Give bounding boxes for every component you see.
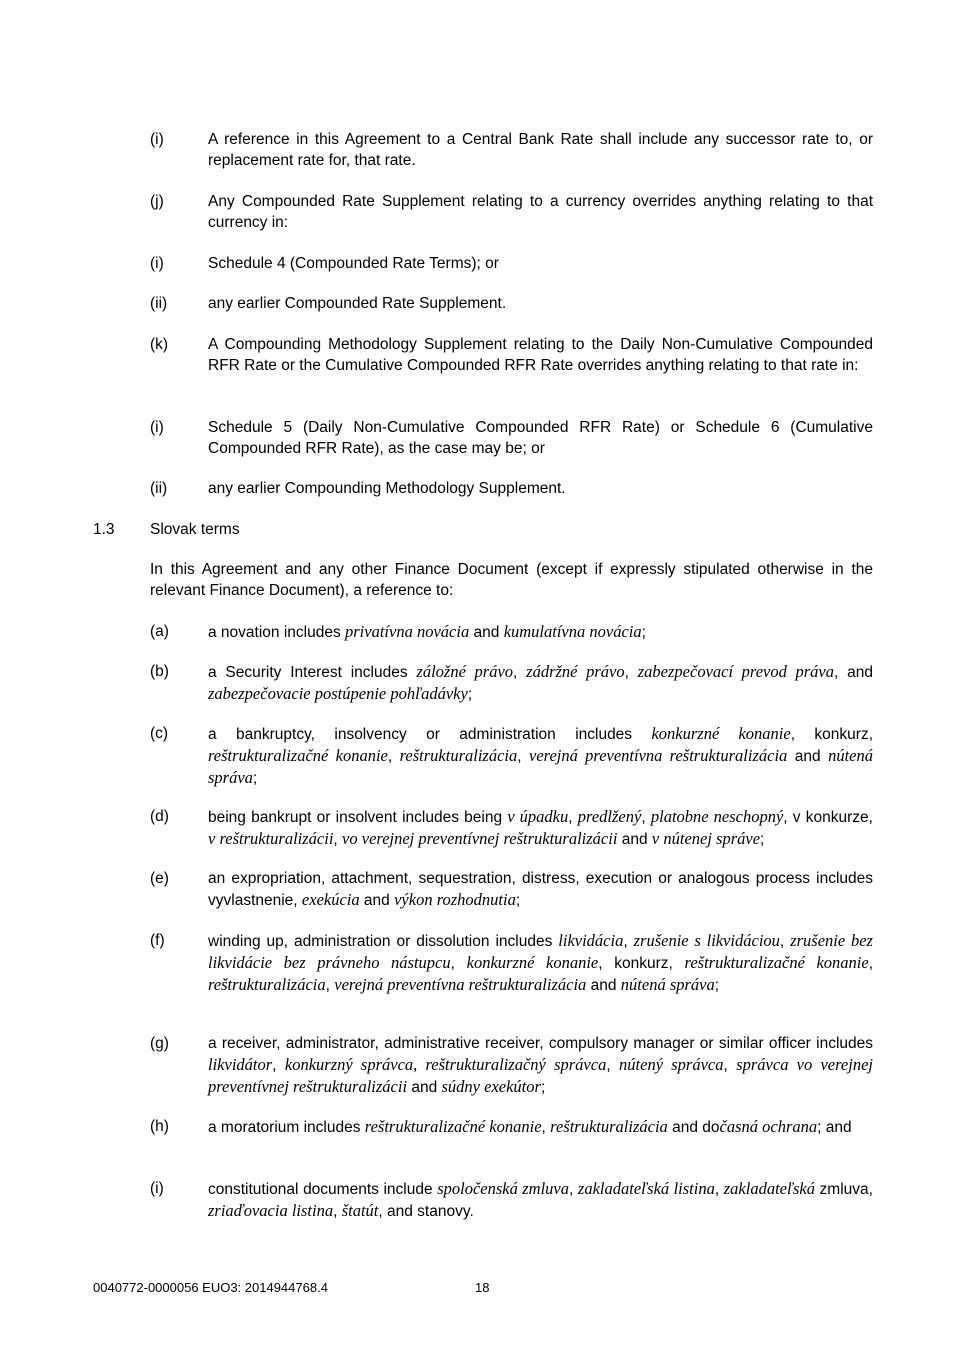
term-fragment: , xyxy=(387,748,400,765)
term-label: (d) xyxy=(150,808,169,825)
term-fragment: and xyxy=(407,1079,442,1096)
term-fragment: ; xyxy=(641,624,646,641)
slovak-term: likvidátor xyxy=(208,1055,273,1074)
slovak-term: reštrukturalizačné konanie xyxy=(684,953,869,972)
term-label: (c) xyxy=(150,725,169,742)
clause-i-central-bank xyxy=(150,129,873,171)
slovak-term: reštrukturalizácia xyxy=(399,746,518,765)
term-fragment: , xyxy=(513,664,527,681)
term-fragment: ; xyxy=(540,1079,546,1096)
clause-label: (i) xyxy=(150,255,164,272)
subclause-i-schedule-4 xyxy=(150,253,873,274)
slovak-term: vo verejnej preventívnej reštrukturalizácii xyxy=(342,829,618,848)
term-fragment: , and xyxy=(834,664,873,681)
term-item xyxy=(150,1178,873,1222)
term-fragment: , xyxy=(779,933,791,950)
clause-label: (i) xyxy=(150,419,164,436)
slovak-term: súdny exekútor xyxy=(441,1077,541,1096)
term-label: (b) xyxy=(150,663,169,680)
term-text xyxy=(208,723,873,789)
term-fragment: , xyxy=(606,1057,620,1074)
term-fragment: , xyxy=(714,1181,724,1198)
clause-text: any earlier Compounded Rate Supplement. xyxy=(208,295,507,312)
term-text xyxy=(208,868,873,911)
document-reference: 0040772-0000056 EUO3: 2014944768.4 xyxy=(93,1280,328,1295)
term-fragment: , xyxy=(623,933,634,950)
term-fragment: , xyxy=(541,1119,551,1136)
term-item xyxy=(150,1116,873,1138)
term-fragment: , xyxy=(624,664,638,681)
slovak-term: správca vo verejnej preventívnej reštrukturalizácii xyxy=(208,1055,873,1096)
clause-text: A reference in this Agreement to a Central Bank Rate shall include any successor rate to, or replacement rate for, that rate. xyxy=(208,131,873,169)
term-fragment: , konkurz, xyxy=(790,726,873,743)
slovak-term: záložné právo xyxy=(416,662,514,681)
term-fragment: ; and xyxy=(817,1119,852,1136)
term-fragment: , xyxy=(569,1181,578,1198)
term-label: (g) xyxy=(150,1035,169,1052)
clause-label: (ii) xyxy=(150,480,168,497)
term-label: (f) xyxy=(150,932,165,949)
slovak-term: reštrukturalizácia xyxy=(550,1117,668,1136)
term-fragment: and do xyxy=(667,1119,720,1136)
term-fragment: , xyxy=(450,955,467,972)
term-fragment: constitutional documents include xyxy=(208,1181,438,1198)
term-fragment: , and stanovy. xyxy=(378,1203,474,1220)
clause-label: (j) xyxy=(150,193,164,210)
slovak-term: reštrukturalizačné konanie xyxy=(364,1117,542,1136)
slovak-term: spoločenská zmluva xyxy=(437,1179,570,1198)
clause-label: (i) xyxy=(150,131,164,148)
subclause-ii-earlier-methodology xyxy=(150,478,873,499)
term-fragment: , konkurz, xyxy=(598,955,685,972)
term-fragment: , xyxy=(325,977,335,994)
term-item xyxy=(150,930,873,996)
slovak-term: platobne neschopný xyxy=(650,807,784,826)
term-fragment: ; xyxy=(252,770,258,787)
slovak-term: nútený správca xyxy=(619,1055,724,1074)
clause-label: (k) xyxy=(150,336,169,353)
term-text xyxy=(208,621,873,643)
term-item xyxy=(150,723,873,789)
intro-paragraph: In this Agreement and any other Finance Document (except if expressly stipulated otherwise in the relevant Finance Document), a reference to: xyxy=(150,561,873,599)
slovak-term: konkurzné konanie xyxy=(466,953,599,972)
clause-text: A Compounding Methodology Supplement relating to the Daily Non-Cumulative Compounded RFR Rate or the Cumulative Compounded RFR Rate overrides anything relating to that rate in: xyxy=(208,336,873,374)
slovak-term: likvidácia xyxy=(558,931,624,950)
clause-text: Schedule 4 (Compounded Rate Terms); or xyxy=(208,255,499,272)
term-fragment: a moratorium includes xyxy=(208,1119,365,1136)
section-number: 1.3 xyxy=(93,521,115,538)
slovak-term: v reštrukturalizácii xyxy=(208,829,334,848)
term-item xyxy=(150,1033,873,1098)
term-fragment: , xyxy=(568,809,578,826)
slovak-term: zriaďovacia listina xyxy=(208,1201,334,1220)
term-fragment: and xyxy=(787,748,829,765)
clause-text: any earlier Compounding Methodology Supplement. xyxy=(208,480,566,497)
term-item xyxy=(150,621,873,643)
term-fragment: ; xyxy=(515,892,521,909)
term-fragment: and xyxy=(586,977,621,994)
term-fragment: and xyxy=(359,892,395,909)
slovak-term: predlžený xyxy=(577,807,642,826)
term-fragment: , v konkurze, xyxy=(783,809,873,826)
slovak-term: nútená správa xyxy=(208,746,873,787)
slovak-term: zakladateľská xyxy=(723,1179,815,1198)
slovak-term: zádržné právo xyxy=(526,662,625,681)
term-fragment: , xyxy=(868,955,873,972)
clause-text: Schedule 5 (Daily Non-Cumulative Compounded RFR Rate) or Schedule 6 (Cumulative Compounded RFR Rate), as the case may be; or xyxy=(208,419,873,457)
term-label: (i) xyxy=(150,1180,164,1197)
slovak-term: reštrukturalizačné konanie xyxy=(208,746,388,765)
term-fragment: , xyxy=(333,1203,342,1220)
slovak-term: štatút xyxy=(341,1201,379,1220)
slovak-term: výkon rozhodnutia xyxy=(394,890,516,909)
slovak-term: zrušenie s likvidáciou xyxy=(633,931,780,950)
term-fragment: ; xyxy=(760,831,765,848)
term-fragment: , xyxy=(333,831,343,848)
slovak-term: zabezpečovacie postúpenie pohľadávky xyxy=(208,684,468,703)
term-label: (h) xyxy=(150,1118,169,1135)
term-fragment: a Security Interest includes xyxy=(208,664,417,681)
term-fragment: a receiver, administrator, administrative receiver, compulsory manager or similar officer includes xyxy=(208,1035,873,1052)
slovak-term: reštrukturalizácia xyxy=(208,975,326,994)
slovak-term: privatívna novácia xyxy=(345,622,470,641)
term-fragment: an expropriation, attachment, sequestration, distress, execution or analogous process includes vyvlastnenie, xyxy=(208,870,873,909)
term-text xyxy=(208,1178,873,1222)
slovak-term: konkurzný správca, reštrukturalizačný správca xyxy=(284,1055,607,1074)
term-fragment: ; xyxy=(714,977,720,994)
term-item xyxy=(150,806,873,850)
term-text xyxy=(208,661,873,705)
term-fragment: a bankruptcy, insolvency or administration includes xyxy=(208,726,652,743)
term-fragment: , xyxy=(723,1057,737,1074)
slovak-term: v úpadku xyxy=(507,807,569,826)
slovak-term: kumulatívna novácia xyxy=(503,622,642,641)
clause-k-compounding-methodology xyxy=(150,334,873,376)
clause-label: (ii) xyxy=(150,295,168,312)
term-fragment: winding up, administration or dissolution includes xyxy=(208,933,559,950)
term-fragment: being bankrupt or insolvent includes being xyxy=(208,809,508,826)
term-fragment: , xyxy=(517,748,530,765)
slovak-term: nútená správa xyxy=(620,975,715,994)
clause-j-compounded-rate xyxy=(150,191,873,233)
slovak-term: zabezpečovací prevod práva xyxy=(637,662,834,681)
term-item xyxy=(150,868,873,911)
subclause-i-schedule-5-6 xyxy=(150,417,873,459)
slovak-term: verejná preventívna reštrukturalizácia xyxy=(334,975,587,994)
term-fragment: a novation includes xyxy=(208,624,346,641)
term-item xyxy=(150,661,873,705)
term-fragment: and xyxy=(617,831,652,848)
subclause-ii-earlier-supplement xyxy=(150,293,873,314)
term-fragment: , xyxy=(272,1057,285,1074)
slovak-term: časná ochrana xyxy=(719,1117,818,1136)
term-text xyxy=(208,1033,873,1098)
term-fragment: and xyxy=(469,624,504,641)
term-text xyxy=(208,930,873,996)
term-label: (e) xyxy=(150,870,169,887)
clause-text: Any Compounded Rate Supplement relating to a currency overrides anything relating to that currency in: xyxy=(208,193,873,231)
page-number: 18 xyxy=(475,1280,490,1295)
slovak-term: zrušenie bez likvidácie bez právneho nástupcu xyxy=(208,931,873,972)
term-label: (a) xyxy=(150,623,169,640)
term-fragment: zmluva, xyxy=(814,1181,873,1198)
term-text xyxy=(208,1116,873,1138)
section-title: Slovak terms xyxy=(150,521,240,538)
slovak-term: exekúcia xyxy=(301,890,360,909)
term-fragment: , xyxy=(641,809,651,826)
slovak-term: konkurzné konanie xyxy=(651,724,791,743)
slovak-term: verejná preventívna reštrukturalizácia xyxy=(529,746,788,765)
term-fragment: ; xyxy=(467,686,473,703)
slovak-term: zakladateľská listina xyxy=(577,1179,715,1198)
slovak-term: v nútenej správe xyxy=(651,829,761,848)
term-text xyxy=(208,806,873,850)
